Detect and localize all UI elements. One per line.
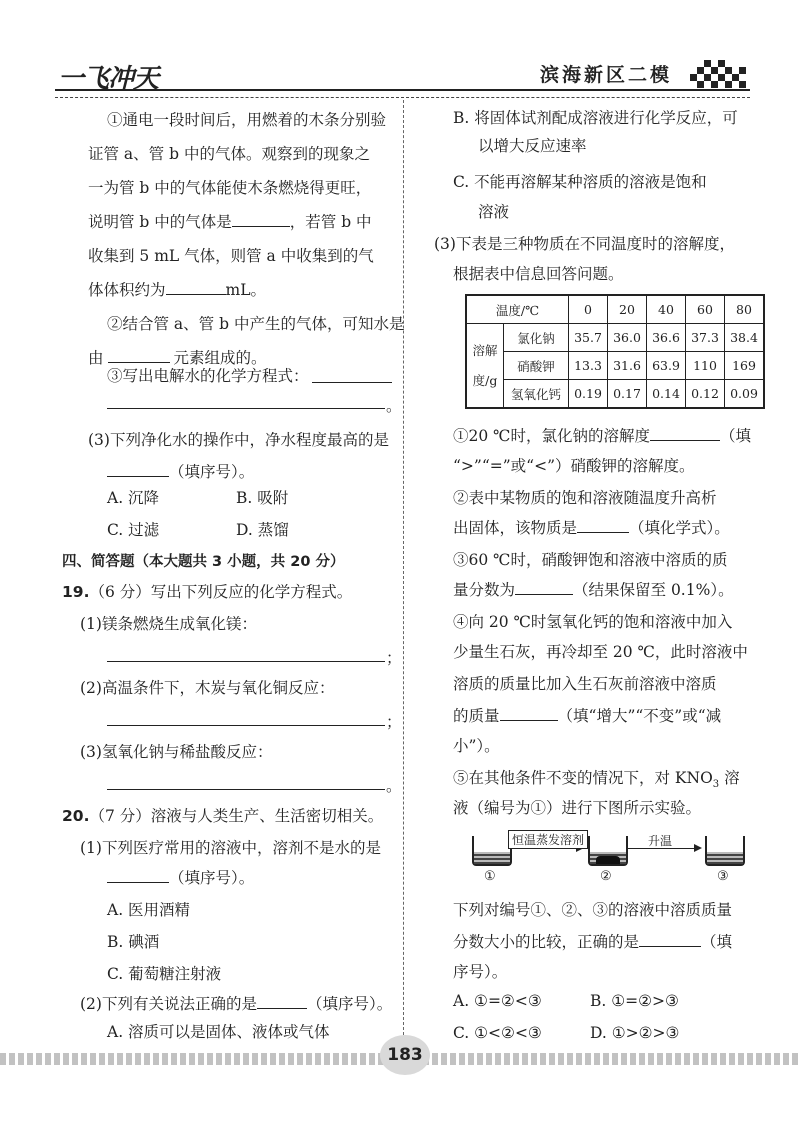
table-cell: 0.14 bbox=[647, 380, 686, 409]
table-header-cell: 80 bbox=[725, 295, 765, 324]
option-d: D. 蒸馏 bbox=[236, 521, 289, 539]
option-b: B. 吸附 bbox=[236, 489, 289, 507]
text-part: （填序号）。 bbox=[306, 995, 393, 1013]
text-line: 少量生石灰，再冷却至 20 ℃，此时溶液中 bbox=[453, 643, 748, 661]
text-part: （填 bbox=[720, 427, 752, 445]
text-part: ，若管 b 中 bbox=[289, 213, 372, 231]
beaker-1 bbox=[472, 836, 512, 866]
text-line: 收集到 5 mL 气体，则管 a 中收集到的气 bbox=[88, 247, 374, 265]
text-line: 序号）。 bbox=[453, 963, 508, 981]
group-label: 溶解 度/g bbox=[466, 324, 504, 409]
solubility-table bbox=[465, 294, 765, 409]
text-part: （结果保留至 0.1%）。 bbox=[573, 581, 734, 599]
blank-field[interactable] bbox=[166, 280, 226, 295]
blank-field[interactable] bbox=[257, 994, 307, 1009]
table-header-cell: 0 bbox=[569, 295, 608, 324]
checker-decoration bbox=[690, 60, 746, 88]
option-a: A. ①=②<③ bbox=[453, 992, 542, 1010]
answer-line[interactable] bbox=[107, 660, 385, 662]
blank-field[interactable] bbox=[639, 932, 701, 947]
question-text: （6 分）写出下列反应的化学方程式。 bbox=[89, 583, 353, 601]
step-label: 恒温蒸发溶剂 bbox=[508, 830, 588, 849]
table-cell: 110 bbox=[686, 352, 725, 380]
table-cell: 37.3 bbox=[686, 324, 725, 352]
text-line: ③写出电解水的化学方程式： bbox=[107, 367, 309, 385]
table-cell: 0.19 bbox=[569, 380, 608, 409]
blank-field[interactable] bbox=[108, 348, 170, 363]
answer-line[interactable] bbox=[107, 407, 385, 409]
text-part: （填 bbox=[701, 933, 733, 951]
text-line bbox=[453, 704, 721, 726]
text-part: （填“增大”“不变”或“减 bbox=[557, 707, 722, 725]
text-part: 元素组成的。 bbox=[173, 349, 267, 367]
beaker-number: ① bbox=[484, 869, 496, 884]
table-cell: 38.4 bbox=[725, 324, 765, 352]
table-cell: 硝酸钾 bbox=[504, 352, 569, 380]
text-part: 出固体，该物质是 bbox=[453, 519, 578, 537]
text-part: （填序号）。 bbox=[169, 869, 255, 887]
blank-field[interactable] bbox=[107, 462, 169, 477]
text-line bbox=[453, 766, 740, 790]
text-line: 液（编号为①）进行下图所示实验。 bbox=[453, 799, 702, 817]
text-line: 溶液 bbox=[478, 203, 510, 221]
table-header-cell: 温度/℃ bbox=[466, 295, 569, 324]
option-a: A. 溶质可以是固体、液体或气体 bbox=[107, 1023, 330, 1041]
subscript: 3 bbox=[712, 779, 720, 791]
text-line: (1)下列医疗常用的溶液中，溶剂不是水的是 bbox=[80, 839, 381, 857]
page-number: 183 bbox=[380, 1035, 430, 1075]
question-20 bbox=[62, 804, 383, 826]
answer-line[interactable] bbox=[312, 381, 392, 383]
text-line: (1)镁条燃烧生成氧化镁： bbox=[80, 615, 257, 633]
text-line: 一为管 b 中的气体能使木条燃烧得更旺， bbox=[88, 179, 372, 197]
text-line: ②结合管 a、管 b 中产生的气体，可知水是 bbox=[107, 315, 405, 333]
text-line: 溶质的质量比加入生石灰前溶液中溶质 bbox=[453, 675, 717, 693]
text-part: ①20 ℃时，氯化钠的溶解度 bbox=[453, 427, 650, 445]
text-line bbox=[107, 460, 254, 482]
question-text: （7 分）溶液与人类生产、生活密切相关。 bbox=[89, 807, 384, 825]
option-b: B. 将固体试剂配成溶液进行化学反应，可 bbox=[453, 109, 738, 127]
option-c: C. 过滤 bbox=[107, 521, 160, 539]
text-part: （填化学式）。 bbox=[629, 519, 730, 537]
text-line bbox=[453, 424, 751, 446]
table-cell: 31.6 bbox=[608, 352, 647, 380]
text-line bbox=[88, 210, 372, 232]
table-cell: 0.09 bbox=[725, 380, 765, 409]
text-line: 。 bbox=[386, 397, 402, 415]
text-part: mL。 bbox=[225, 281, 267, 299]
option-c: C. ①<②<③ bbox=[453, 1024, 542, 1042]
text-part: 体体积约为 bbox=[88, 281, 166, 299]
table-cell: 169 bbox=[725, 352, 765, 380]
blank-field[interactable] bbox=[232, 212, 290, 227]
beaker-2 bbox=[588, 836, 628, 866]
option-d: D. ①>②>③ bbox=[590, 1024, 680, 1042]
text-line bbox=[80, 992, 392, 1014]
table-row bbox=[466, 352, 764, 380]
question-19 bbox=[62, 580, 352, 602]
table-cell: 35.7 bbox=[569, 324, 608, 352]
brand-logo: 一飞冲天 bbox=[58, 64, 159, 94]
table-cell: 36.6 bbox=[647, 324, 686, 352]
beaker-number: ③ bbox=[717, 869, 729, 884]
blank-field[interactable] bbox=[500, 706, 558, 721]
table-header-cell: 60 bbox=[686, 295, 725, 324]
text-line bbox=[88, 278, 266, 300]
text-part: （填序号）。 bbox=[169, 463, 255, 481]
text-line: “>”“=”或“<”）硝酸钾的溶解度。 bbox=[453, 457, 695, 475]
answer-line[interactable] bbox=[107, 724, 385, 726]
answer-line[interactable] bbox=[107, 788, 385, 790]
section-heading: 四、简答题（本大题共 3 小题，共 20 分） bbox=[62, 554, 345, 570]
text-part: 量分数为 bbox=[453, 581, 516, 599]
header-rule bbox=[55, 89, 750, 98]
blank-field[interactable] bbox=[107, 868, 169, 883]
text-part: 说明管 b 中的气体是 bbox=[88, 213, 232, 231]
table-cell: 氢氧化钙 bbox=[504, 380, 569, 409]
blank-field[interactable] bbox=[650, 426, 720, 441]
text-line: (2)高温条件下，木炭与氧化铜反应： bbox=[80, 679, 335, 697]
text-line: 下列对编号①、②、③的溶液中溶质质量 bbox=[453, 901, 733, 919]
text-part: 溶 bbox=[719, 769, 740, 787]
blank-field[interactable] bbox=[577, 518, 629, 533]
option-a: A. 沉降 bbox=[107, 489, 160, 507]
text-line: ②表中某物质的饱和溶液随温度升高析 bbox=[453, 489, 717, 507]
text-part: (2)下列有关说法正确的是 bbox=[80, 995, 257, 1013]
table-cell: 13.3 bbox=[569, 352, 608, 380]
beaker-3 bbox=[705, 836, 745, 866]
text-line: 。 bbox=[386, 777, 402, 795]
text-line bbox=[107, 866, 254, 888]
option-b: B. 碘酒 bbox=[107, 933, 160, 951]
table-cell: 63.9 bbox=[647, 352, 686, 380]
text-line: ④向 20 ℃时氢氧化钙的饱和溶液中加入 bbox=[453, 613, 733, 631]
text-line: ③60 ℃时，硝酸钾饱和溶液中溶质的质 bbox=[453, 551, 728, 569]
text-line: (3)下列净化水的操作中，净水程度最高的是 bbox=[88, 431, 389, 449]
text-line: 小”）。 bbox=[453, 737, 500, 755]
text-part: ⑤在其他条件不变的情况下，对 KNO bbox=[453, 769, 713, 787]
option-c: C. 不能再溶解某种溶质的溶液是饱和 bbox=[453, 173, 707, 191]
table-cell: 36.0 bbox=[608, 324, 647, 352]
text-part: 分数大小的比较，正确的是 bbox=[453, 933, 640, 951]
text-part: 由 bbox=[88, 349, 104, 367]
text-line: 证管 a、管 b 中的气体。观察到的现象之 bbox=[88, 145, 370, 163]
question-number: 20. bbox=[62, 807, 90, 825]
text-line bbox=[453, 578, 734, 600]
table-cell: 0.12 bbox=[686, 380, 725, 409]
text-part: 的质量 bbox=[453, 707, 500, 725]
option-c: C. 葡萄糖注射液 bbox=[107, 965, 222, 983]
text-line: ； bbox=[386, 713, 402, 731]
blank-field[interactable] bbox=[515, 580, 573, 595]
option-a: A. 医用酒精 bbox=[107, 901, 191, 919]
table-header-cell: 40 bbox=[647, 295, 686, 324]
text-line bbox=[453, 930, 732, 952]
exam-title: 滨海新区二模 bbox=[540, 64, 673, 86]
beaker-number: ② bbox=[600, 869, 612, 884]
table-row bbox=[466, 324, 764, 352]
text-line: ①通电一段时间后，用燃着的木条分别验 bbox=[107, 111, 387, 129]
text-line: ； bbox=[386, 649, 402, 667]
table-row bbox=[466, 380, 764, 409]
table-cell: 氯化钠 bbox=[504, 324, 569, 352]
text-line bbox=[453, 516, 730, 538]
column-divider bbox=[403, 100, 404, 1035]
text-line: (3)下表是三种物质在不同温度时的溶解度， bbox=[434, 235, 735, 253]
text-line: 以增大反应速率 bbox=[478, 137, 587, 155]
text-line: 根据表中信息回答问题。 bbox=[453, 265, 624, 283]
option-b: B. ①=②>③ bbox=[590, 992, 679, 1010]
text-line: (3)氢氧化钠与稀盐酸反应： bbox=[80, 743, 273, 761]
question-number: 19. bbox=[62, 583, 90, 601]
step-label: 升温 bbox=[648, 834, 673, 848]
table-cell: 0.17 bbox=[608, 380, 647, 409]
table-header-cell: 20 bbox=[608, 295, 647, 324]
